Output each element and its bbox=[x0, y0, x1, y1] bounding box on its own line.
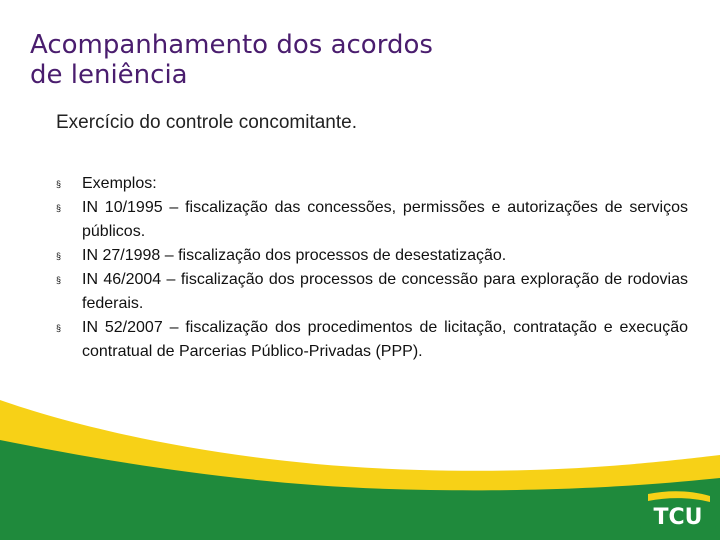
bullet-marker: § bbox=[56, 323, 62, 333]
bullet-text: IN 46/2004 – fiscalização dos processos de concessão para exploração de rodovias federais. bbox=[82, 271, 688, 312]
slide-title bbox=[30, 30, 690, 90]
bullet-item bbox=[56, 268, 688, 316]
tcu-logo-text: TCU bbox=[653, 505, 703, 530]
tcu-logo-mark bbox=[640, 488, 716, 532]
bullet-marker: § bbox=[56, 203, 62, 213]
bullet-text: Exemplos: bbox=[82, 175, 157, 192]
bullet-item bbox=[56, 172, 688, 196]
bullet-item bbox=[56, 196, 688, 244]
slide-title-line-1: Acompanhamento dos acordos bbox=[30, 30, 433, 60]
tcu-logo bbox=[640, 488, 716, 532]
bullet-text: IN 10/1995 – fiscalização das concessões, permissões e autorizações de serviços públicos. bbox=[82, 199, 688, 240]
bullet-text: IN 27/1998 – fiscalização dos processos de desestatização. bbox=[82, 247, 507, 264]
slide-subtitle: Exercício do controle concomitante. bbox=[56, 112, 357, 133]
bullet-marker: § bbox=[56, 275, 62, 285]
bullet-marker: § bbox=[56, 251, 62, 261]
footer-decoration bbox=[0, 400, 720, 540]
bullet-marker: § bbox=[56, 179, 62, 189]
bullet-text: IN 52/2007 – fiscalização dos procedimentos de licitação, contratação e execução contratual de Parcerias Público-Privadas (PPP). bbox=[82, 319, 688, 360]
bullet-item bbox=[56, 316, 688, 364]
bullet-list bbox=[56, 172, 688, 364]
bullet-item bbox=[56, 244, 688, 268]
slide-title-line-2: de leniência bbox=[30, 60, 188, 90]
